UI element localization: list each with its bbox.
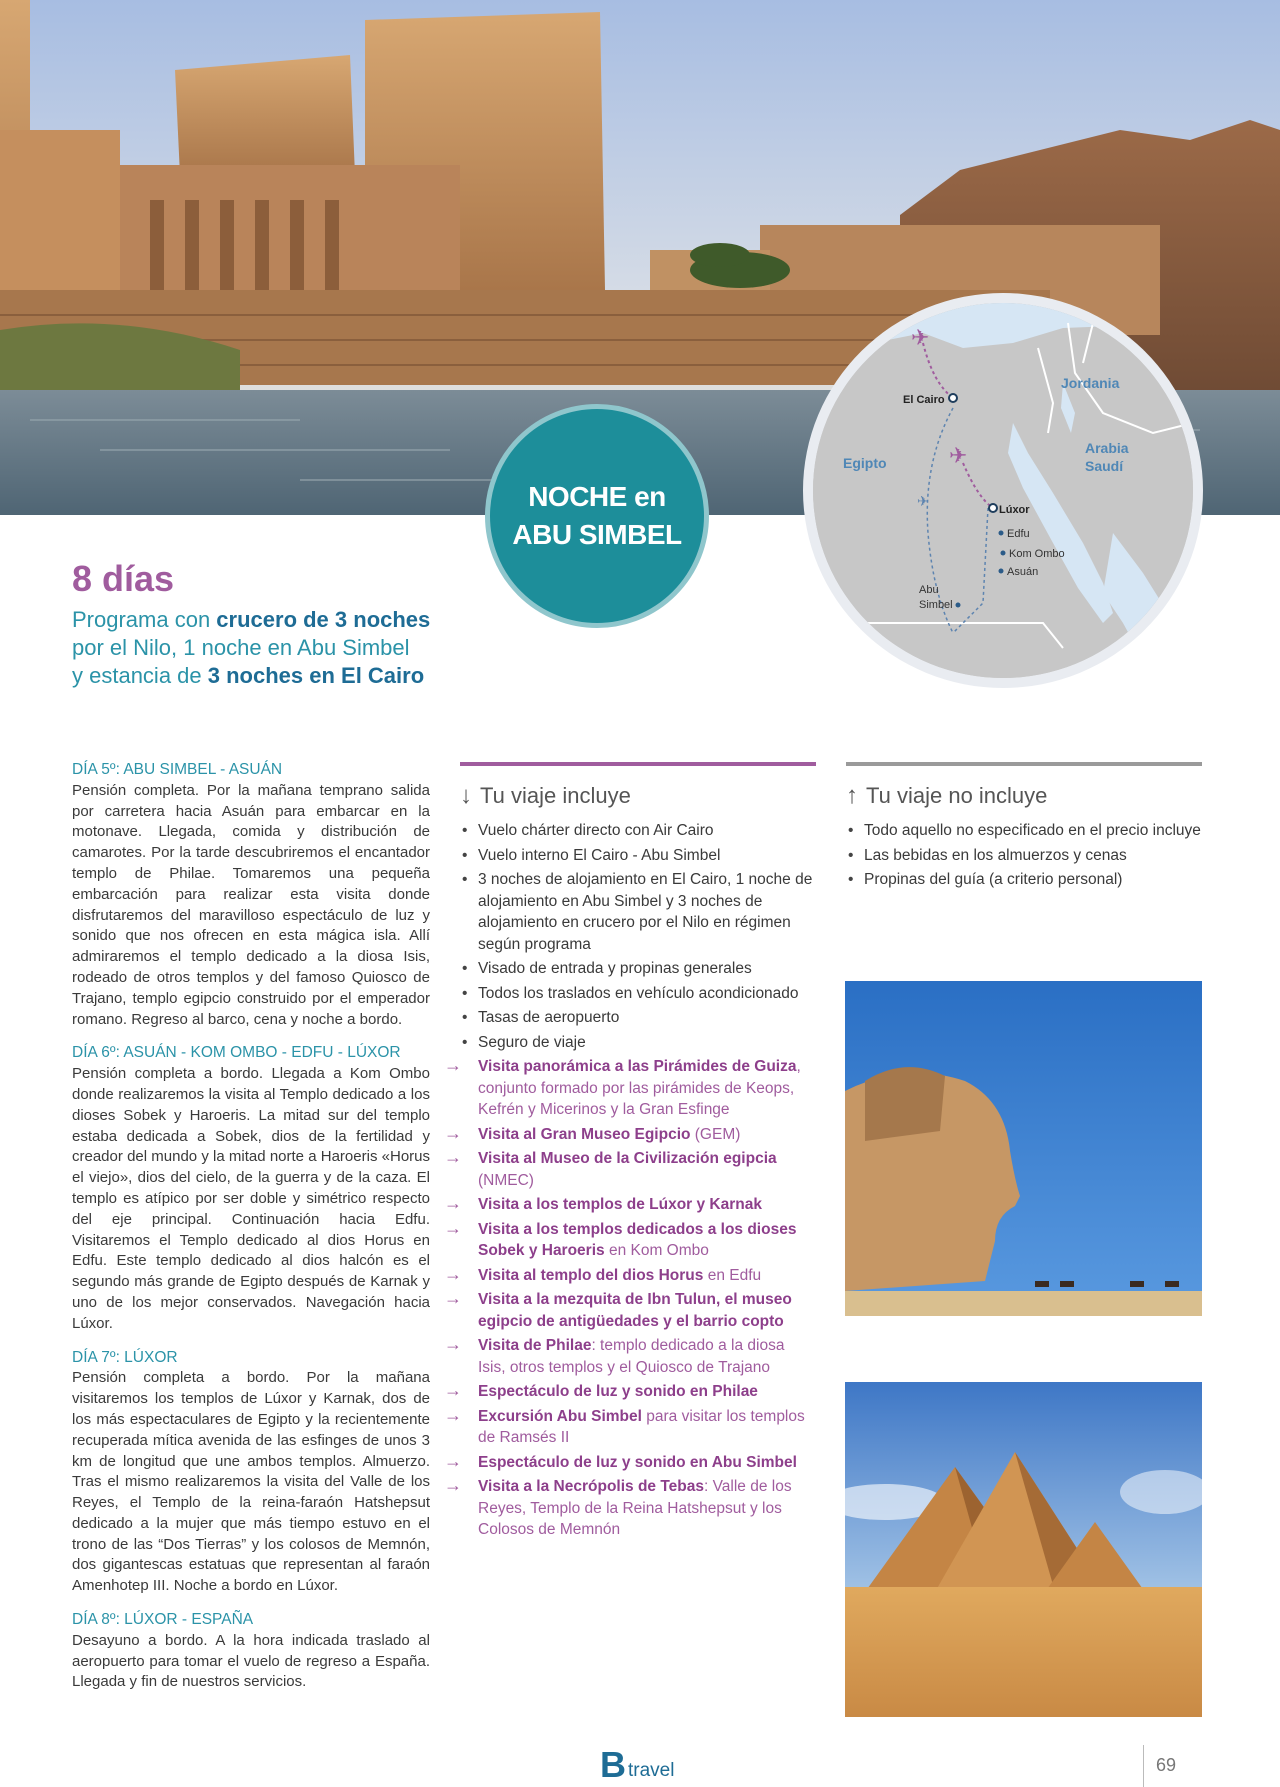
day-title: DÍA 8º: LÚXOR - ESPAÑA bbox=[72, 1611, 254, 1629]
arrow-down-icon: ↓ bbox=[460, 782, 472, 809]
includes-heading-text: Tu viaje incluye bbox=[480, 783, 631, 808]
map-label-saudi: Saudí bbox=[1085, 458, 1124, 474]
program-subtitle bbox=[72, 606, 472, 690]
excludes-section bbox=[846, 762, 1202, 894]
highlight-bold: Visita al Gran Museo Egipcio bbox=[478, 1125, 691, 1143]
highlight-item bbox=[460, 1452, 816, 1474]
badge-line-1: NOCHE en bbox=[528, 481, 666, 512]
page-number: 69 bbox=[1156, 1755, 1177, 1775]
highlight-bold: Visita al Museo de la Civilización egipcia bbox=[478, 1150, 777, 1167]
highlight-item bbox=[460, 1476, 816, 1541]
highlight-rest: en Kom Ombo bbox=[604, 1242, 709, 1259]
route-map-svg bbox=[813, 303, 1193, 678]
badge-line-2: ABU SIMBEL bbox=[512, 519, 682, 550]
highlight-item bbox=[460, 1265, 816, 1287]
map-label-kom-ombo: Kom Ombo bbox=[1009, 548, 1065, 560]
day-title: DÍA 7º: LÚXOR bbox=[72, 1348, 178, 1366]
highlight-rest: : templo dedicado a la diosa Isis, otros templos y el Quiosco de Trajano bbox=[478, 1337, 785, 1376]
day-text: Desayuno a bordo. A la hora indicada traslado al aeropuerto para tomar el vuelo de regreso a España. Llegada y fin de nuestros servicios. bbox=[72, 1631, 430, 1691]
map-label-luxor: Lúxor bbox=[999, 504, 1030, 516]
highlight-bold: Visita a los templos de Lúxor y Karnak bbox=[478, 1196, 762, 1213]
day-title: DÍA 6º: ASUÁN - KOM OMBO - EDFU - LÚXOR bbox=[72, 1044, 401, 1062]
highlight-item bbox=[460, 1194, 816, 1216]
list-item: • Seguro de viaje bbox=[460, 1032, 816, 1054]
excludes-list bbox=[846, 820, 1202, 891]
map-label-abu: Abu bbox=[919, 584, 939, 596]
list-item: • Vuelo chárter directo con Air Cairo bbox=[460, 820, 816, 842]
highlight-rest: , conjunto formado por las pirámides de Keops, Kefrén y Micerinos y la Gran Esfinge bbox=[478, 1058, 801, 1118]
day-text: Pensión completa. Por la mañana temprano salida por carretera hacia Asuán para embarcar en la motonave. Llegada, comida y distribución de camarotes. Por la tarde descubriremos el encantador templo de Philae. Tomaremos una pequeña embarcación para realizar esta visita donde disfrutaremos del maravilloso espectáculo de luz y sonido que nos ofrecen en esta mágica isla. Allí admiraremos el templo dedicado a la diosa Isis, rodeado de otros templos y del famoso Quiosco de Trajano, templo egipcio construido por el emperador romano. Regreso al barco, cena y noche a bordo. bbox=[72, 781, 430, 1028]
plane-icon: ✈ bbox=[911, 326, 930, 351]
highlight-bold: Visita a la mezquita de Ibn Tulun, el museo egipcio de antigüedades y el barrio copto bbox=[478, 1291, 792, 1330]
pyramids-illustration bbox=[845, 1382, 1202, 1717]
list-item: • Las bebidas en los almuerzos y cenas bbox=[846, 845, 1202, 867]
pyramids-photo bbox=[845, 1382, 1202, 1717]
highlight-item bbox=[460, 1406, 816, 1449]
map-label-cairo: El Cairo bbox=[903, 394, 945, 406]
highlights-list bbox=[460, 1056, 816, 1541]
includes-list bbox=[460, 820, 816, 1053]
list-item: • Tasas de aeropuerto bbox=[460, 1007, 816, 1029]
map-label-simbel: Simbel bbox=[919, 599, 953, 611]
highlight-bold: Visita panorámica a las Pirámides de Guiza bbox=[478, 1058, 797, 1075]
list-item: • 3 noches de alojamiento en El Cairo, 1 noche de alojamiento en Abu Simbel y 3 noches de alojamiento en crucero por el Nilo en régimen según programa bbox=[460, 869, 816, 955]
footer-divider bbox=[1143, 1745, 1144, 1787]
highlight-rest: (NMEC) bbox=[478, 1171, 534, 1189]
night-in-abu-simbel-badge bbox=[485, 404, 709, 628]
subtitle-bold: crucero de 3 noches bbox=[216, 607, 431, 632]
highlight-rest: (GEM) bbox=[690, 1125, 741, 1143]
list-item: • Todo aquello no especificado en el precio incluye bbox=[846, 820, 1202, 842]
day-text: Pensión completa a bordo. Por la mañana visitaremos los templos de Lúxor y Karnak, dos de los más espectaculares de Egipto y la recientemente recuperada mítica avenida de las esfinges de unos 3 km de longitud que une ambos templos. Almuerzo. Tras el mismo realizaremos la visita del Valle de los Reyes, el Templo de la reina-faraón Hatshepsut dedicado a la mujer que más tiempo estuvo en el trono de las “Dos Tierras” y los colosos de Memnón, dos gigantescas estatuas que representan al faraón Amenhotep III. Noche a bordo en Lúxor. bbox=[72, 1369, 430, 1595]
logo-b: B bbox=[600, 1744, 626, 1785]
arrow-up-icon: ↑ bbox=[846, 782, 858, 809]
highlight-item bbox=[460, 1219, 816, 1262]
highlight-item bbox=[460, 1335, 816, 1378]
includes-heading bbox=[460, 782, 816, 810]
subtitle-part-3: y estancia de bbox=[72, 663, 208, 688]
highlight-item bbox=[460, 1148, 816, 1191]
route-map bbox=[803, 293, 1203, 688]
list-item: • Visado de entrada y propinas generales bbox=[460, 958, 816, 980]
subtitle-line-2: por el Nilo, 1 noche en Abu Simbel bbox=[72, 635, 410, 660]
highlight-bold: Excursión Abu Simbel bbox=[478, 1407, 642, 1425]
highlight-item bbox=[460, 1124, 816, 1146]
logo-text: travel bbox=[628, 1760, 675, 1781]
list-item: • Vuelo interno El Cairo - Abu Simbel bbox=[460, 845, 816, 867]
itinerary bbox=[72, 760, 430, 1693]
plane-icon-3: ✈ bbox=[917, 494, 929, 510]
sphinx-illustration bbox=[845, 981, 1202, 1316]
map-label-jordania: Jordania bbox=[1061, 375, 1120, 391]
map-label-arabia: Arabia bbox=[1085, 440, 1129, 456]
list-item: • Todos los traslados en vehículo acondicionado bbox=[460, 983, 816, 1005]
includes-section bbox=[460, 762, 816, 1544]
highlight-bold: Espectáculo de luz y sonido en Abu Simbel bbox=[478, 1453, 797, 1471]
highlight-bold: Visita de Philae bbox=[478, 1337, 592, 1354]
subtitle-bold-3: 3 noches en El Cairo bbox=[207, 663, 425, 688]
plane-icon-2: ✈ bbox=[949, 444, 968, 469]
map-label-asuan: Asuán bbox=[1007, 566, 1039, 578]
highlight-rest: en Edfu bbox=[703, 1266, 762, 1284]
highlight-rest: : Valle de los Reyes, Templo de la Reina Hatshepsut y los Colosos de Memnón bbox=[478, 1478, 792, 1538]
highlight-bold: Espectáculo de luz y sonido en Philae bbox=[478, 1383, 758, 1400]
excludes-heading bbox=[846, 782, 1202, 810]
highlight-rest: para visitar los templos de Ramsés II bbox=[478, 1407, 805, 1446]
day-text: Pensión completa a bordo. Llegada a Kom Ombo donde realizaremos la visita al Templo dedicado a los dioses Sobek y Haroeris. La mitad sur del templo estaba dedicada a Sobek, dios de la fertilidad y creador del mundo y la mitad norte a Haroeris «Horus el viejo», dios del cielo, de la guerra y de la caza. El templo es atípico por ser doble y simétrico respecto del eje principal. Continuación hacia Edfu. Visitaremos el Templo dedicado al dios Horus en Edfu. Este templo dedicado al dios halcón es el segundo más grande de Egipto después de Karnak y uno de los mejor conservados. Navegación hacia Lúxor. bbox=[72, 1065, 430, 1332]
list-item: • Propinas del guía (a criterio personal) bbox=[846, 869, 1202, 891]
highlight-item bbox=[460, 1289, 816, 1332]
b-travel-logo bbox=[600, 1744, 675, 1785]
highlight-bold: Visita a los templos dedicados a los dioses Sobek y Haroeris bbox=[478, 1220, 797, 1259]
highlight-bold: Visita al templo del dios Horus bbox=[478, 1266, 704, 1284]
map-label-egipto: Egipto bbox=[843, 455, 887, 471]
highlight-item bbox=[460, 1056, 816, 1121]
subtitle-part: Programa con bbox=[72, 607, 217, 632]
map-label-edfu: Edfu bbox=[1007, 528, 1030, 540]
highlight-item bbox=[460, 1381, 816, 1403]
day-title: DÍA 5º: ABU SIMBEL - ASUÁN bbox=[72, 761, 283, 778]
sphinx-photo bbox=[845, 981, 1202, 1316]
duration-title: 8 días bbox=[72, 558, 175, 599]
highlight-bold: Visita a la Necrópolis de Tebas bbox=[478, 1478, 704, 1495]
excludes-heading-text: Tu viaje no incluye bbox=[866, 783, 1048, 808]
